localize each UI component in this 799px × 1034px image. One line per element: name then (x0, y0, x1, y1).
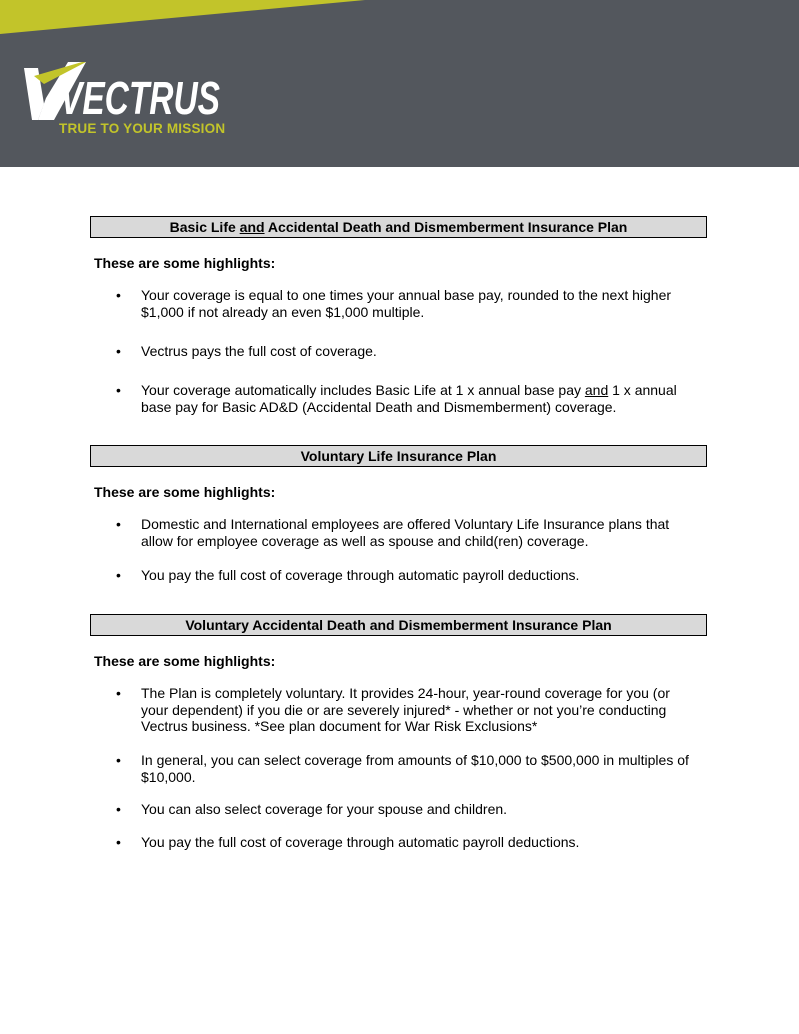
list-item (116, 567, 696, 584)
list-item-text: Domestic and International employees are offered Voluntary Life Insurance plans that allow for employee coverage as well as spouse and child(ren) coverage. (141, 516, 670, 549)
bullet-icon: • (116, 752, 121, 768)
section-title-voluntary-add: Voluntary Accidental Death and Dismemberment Insurance Plan (90, 614, 707, 636)
bullet-icon: • (116, 287, 121, 303)
highlights-label: These are some highlights: (94, 653, 276, 669)
list-item-text-part: 1 x annual base pay for Basic AD&D (Accidental Death and Dismemberment) coverage. (141, 382, 677, 415)
list-item (116, 382, 696, 415)
section-title-basic-life (90, 216, 707, 238)
bullet-icon: • (116, 834, 121, 850)
list-item-text (141, 382, 696, 415)
list-item (116, 685, 696, 735)
section-title-underlined: and (239, 219, 265, 235)
vectrus-logo (24, 62, 239, 142)
section-title-part: Accidental Death and Dismemberment Insurance Plan (264, 219, 628, 235)
section-title-voluntary-life: Voluntary Life Insurance Plan (90, 445, 707, 467)
page-header (0, 0, 799, 167)
list-item-text: You pay the full cost of coverage through automatic payroll deductions. (141, 834, 580, 850)
list-item-text-part: Your coverage automatically includes Basic Life at 1 x annual base pay (141, 382, 585, 398)
bullet-icon: • (116, 801, 121, 817)
list-item (116, 287, 696, 320)
logo-tagline: TRUE TO YOUR MISSION (59, 121, 226, 136)
list-item-text-underlined: and (584, 382, 609, 398)
bullet-icon: • (116, 567, 121, 583)
list-item (116, 516, 696, 549)
list-item-text: The Plan is completely voluntary. It provides 24-hour, year-round coverage for you (or your dependent) if you die or are severely injured* - whether or not you’re conducting Vectrus business. *See plan document for War Risk Exclusions* (141, 685, 670, 734)
bullet-icon: • (116, 685, 121, 701)
list-item-text: Your coverage is equal to one times your annual base pay, rounded to the next higher $1,000 if not already an even $1,000 multiple. (141, 287, 672, 320)
bullet-icon: • (116, 343, 121, 359)
list-item-text: You pay the full cost of coverage through automatic payroll deductions. (141, 567, 580, 583)
vectrus-wordmark (24, 62, 224, 124)
list-item-text: In general, you can select coverage from amounts of $10,000 to $500,000 in multiples of $10,000. (141, 752, 689, 785)
list-item (116, 801, 696, 818)
list-item-text: Vectrus pays the full cost of coverage. (141, 343, 377, 359)
highlights-label: These are some highlights: (94, 255, 276, 271)
logo-wordmark-text: VECTRUS (60, 72, 221, 124)
bullet-icon: • (116, 382, 121, 398)
section-title-part: Basic Life (169, 219, 240, 235)
list-item (116, 834, 696, 851)
list-item (116, 343, 696, 360)
list-item (116, 752, 696, 785)
highlights-label: These are some highlights: (94, 484, 276, 500)
bullet-icon: • (116, 516, 121, 532)
list-item-text: You can also select coverage for your spouse and children. (141, 801, 508, 817)
